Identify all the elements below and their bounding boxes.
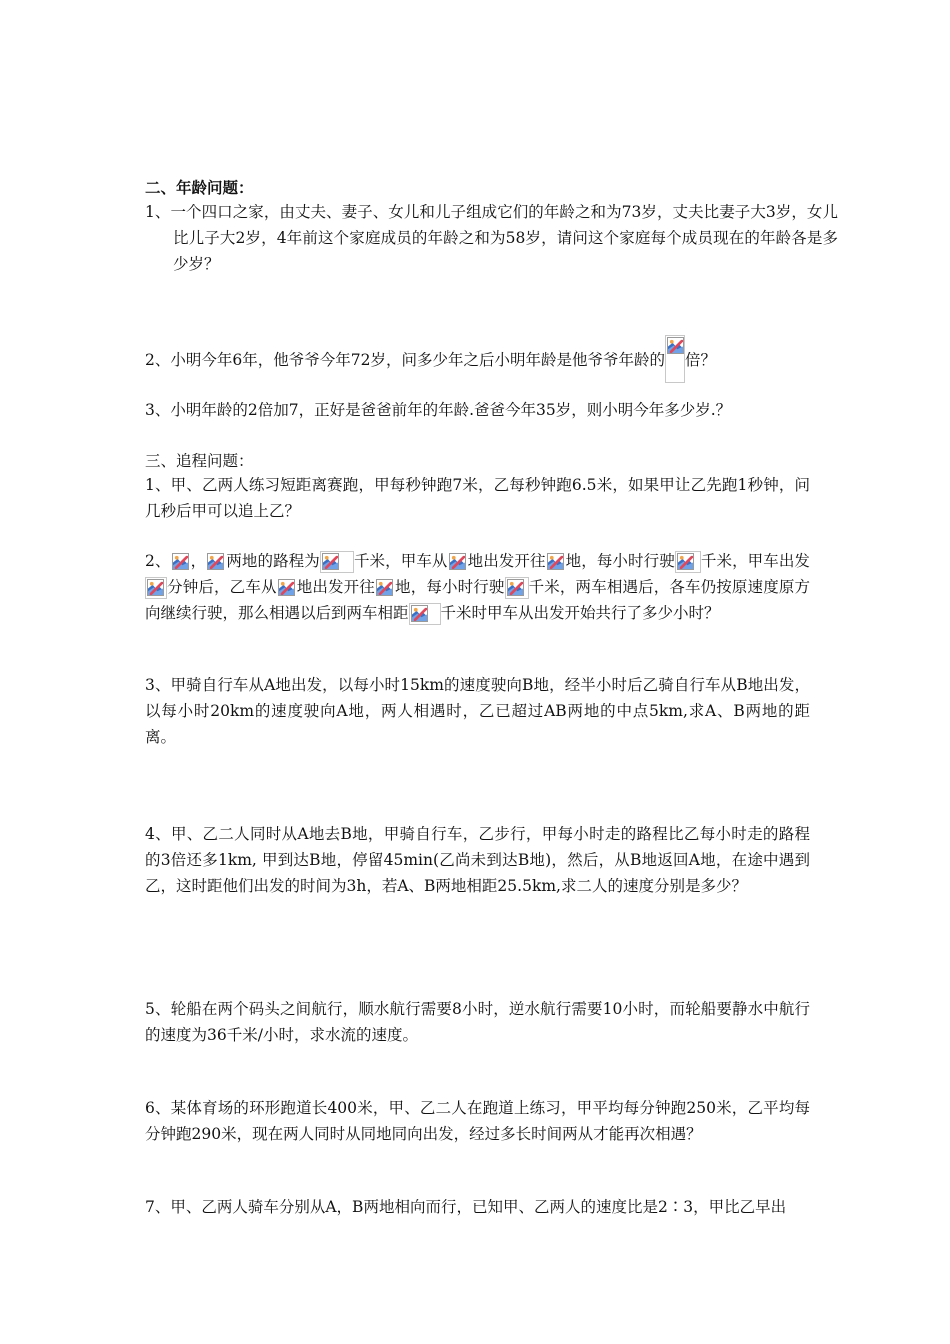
chase-problem-5: 5、轮船在两个码头之间航行，顺水航行需要8小时，逆水航行需要10小时，而轮船要静水中航行的速度为36千米/小时，求水流的速度。 — [145, 1000, 810, 1044]
math-image-placeholder — [409, 603, 441, 625]
problem-text: 一个四口之家，由丈夫、妻子、女儿和儿子组成它们的年龄之和为73岁，丈夫比妻子大3岁，女儿比儿子大2岁，4年前这个家庭成员的年龄之和为58岁，请问这个家庭每个成员现在的年龄各是多少岁？ — [170, 203, 838, 273]
broken-image-icon — [207, 553, 224, 570]
broken-image-icon — [147, 579, 164, 596]
math-image-placeholder — [277, 578, 297, 598]
math-image-placeholder — [320, 551, 354, 573]
age-problem-1 — [145, 199, 838, 277]
broken-image-icon — [677, 553, 694, 570]
math-image-placeholder — [448, 552, 468, 572]
chase-problem-7: 7、甲、乙两人骑车分别从A，B两地相向而行，已知甲、乙两人的速度比是2∶3，甲比乙早出 — [145, 1198, 787, 1216]
broken-image-icon — [376, 579, 393, 596]
math-image-placeholder — [546, 552, 566, 572]
chase-problem-1: 1、甲、乙两人练习短距离赛跑，甲每秒钟跑7米，乙每秒钟跑6.5米，如果甲让乙先跑1秒钟，问几秒后甲可以追上乙？ — [145, 476, 810, 520]
chase-problem-3: 3、甲骑自行车从A地出发，以每小时15km的速度驶向B地，经半小时后乙骑自行车从B地出发，以每小时20km的速度驶向A地，两人相遇时，乙已超过AB两地的中点5km,求A、B两地的距离。 — [145, 676, 810, 746]
chase-problem-6: 6、某体育场的环形跑道长400米，甲、乙二人在跑道上练习，甲平均每分钟跑250米，乙平均每分钟跑290米，现在两人同时从同地同向出发，经过多长时间两从才能再次相遇？ — [145, 1099, 810, 1143]
section-heading-age: 二、年龄问题： — [145, 178, 254, 197]
broken-image-icon — [411, 605, 428, 622]
math-image-placeholder — [675, 551, 701, 573]
math-image-placeholder — [145, 577, 167, 599]
broken-image-icon — [667, 337, 684, 354]
broken-image-icon — [322, 553, 339, 570]
broken-image-icon — [172, 553, 189, 570]
math-image-placeholder — [171, 552, 191, 572]
fraction-image-placeholder — [665, 335, 685, 383]
problem-number: 1、 — [145, 203, 171, 221]
chase-problem-4: 4、甲、乙二人同时从A地去B地，甲骑自行车，乙步行，甲每小时走的路程比乙每小时走的路程的3倍还多1km, 甲到达B地，停留45min(乙尚未到达B地)，然后，从B地返回A地，在途中遇到乙，这时距他们出发的时间为3h，若A、B两地相距25.5km,求二人的速度分别是多少？ — [145, 825, 810, 895]
math-image-placeholder — [505, 577, 529, 599]
broken-image-icon — [449, 553, 466, 570]
math-image-placeholder — [206, 552, 226, 572]
age-problem-3: 3、小明年龄的2倍加7，正好是爸爸前年的年龄.爸爸今年35岁，则小明今年多少岁.？ — [145, 401, 732, 419]
age-problem-2: 2、小明今年6年，他爷爷今年72岁，问多少年之后小明年龄是他爷爷年龄的 倍？ — [145, 335, 810, 383]
broken-image-icon — [278, 579, 295, 596]
broken-image-icon — [507, 579, 524, 596]
math-image-placeholder — [375, 578, 395, 598]
broken-image-icon — [547, 553, 564, 570]
chase-problem-2: 2、 ， 两地的路程为 千米，甲车从 地出发开往 地，每小时行驶 千米，甲车出发 分钟后，乙车从 地出发开往 地，每小时行驶 千米，两车相遇后，各车仍按原速度原方向继续行驶，那么相遇以后到两车相距 千米时甲车从出发开始共行了多少小时？ — [145, 548, 810, 626]
section-heading-chase: 三、追程问题： — [145, 452, 254, 470]
